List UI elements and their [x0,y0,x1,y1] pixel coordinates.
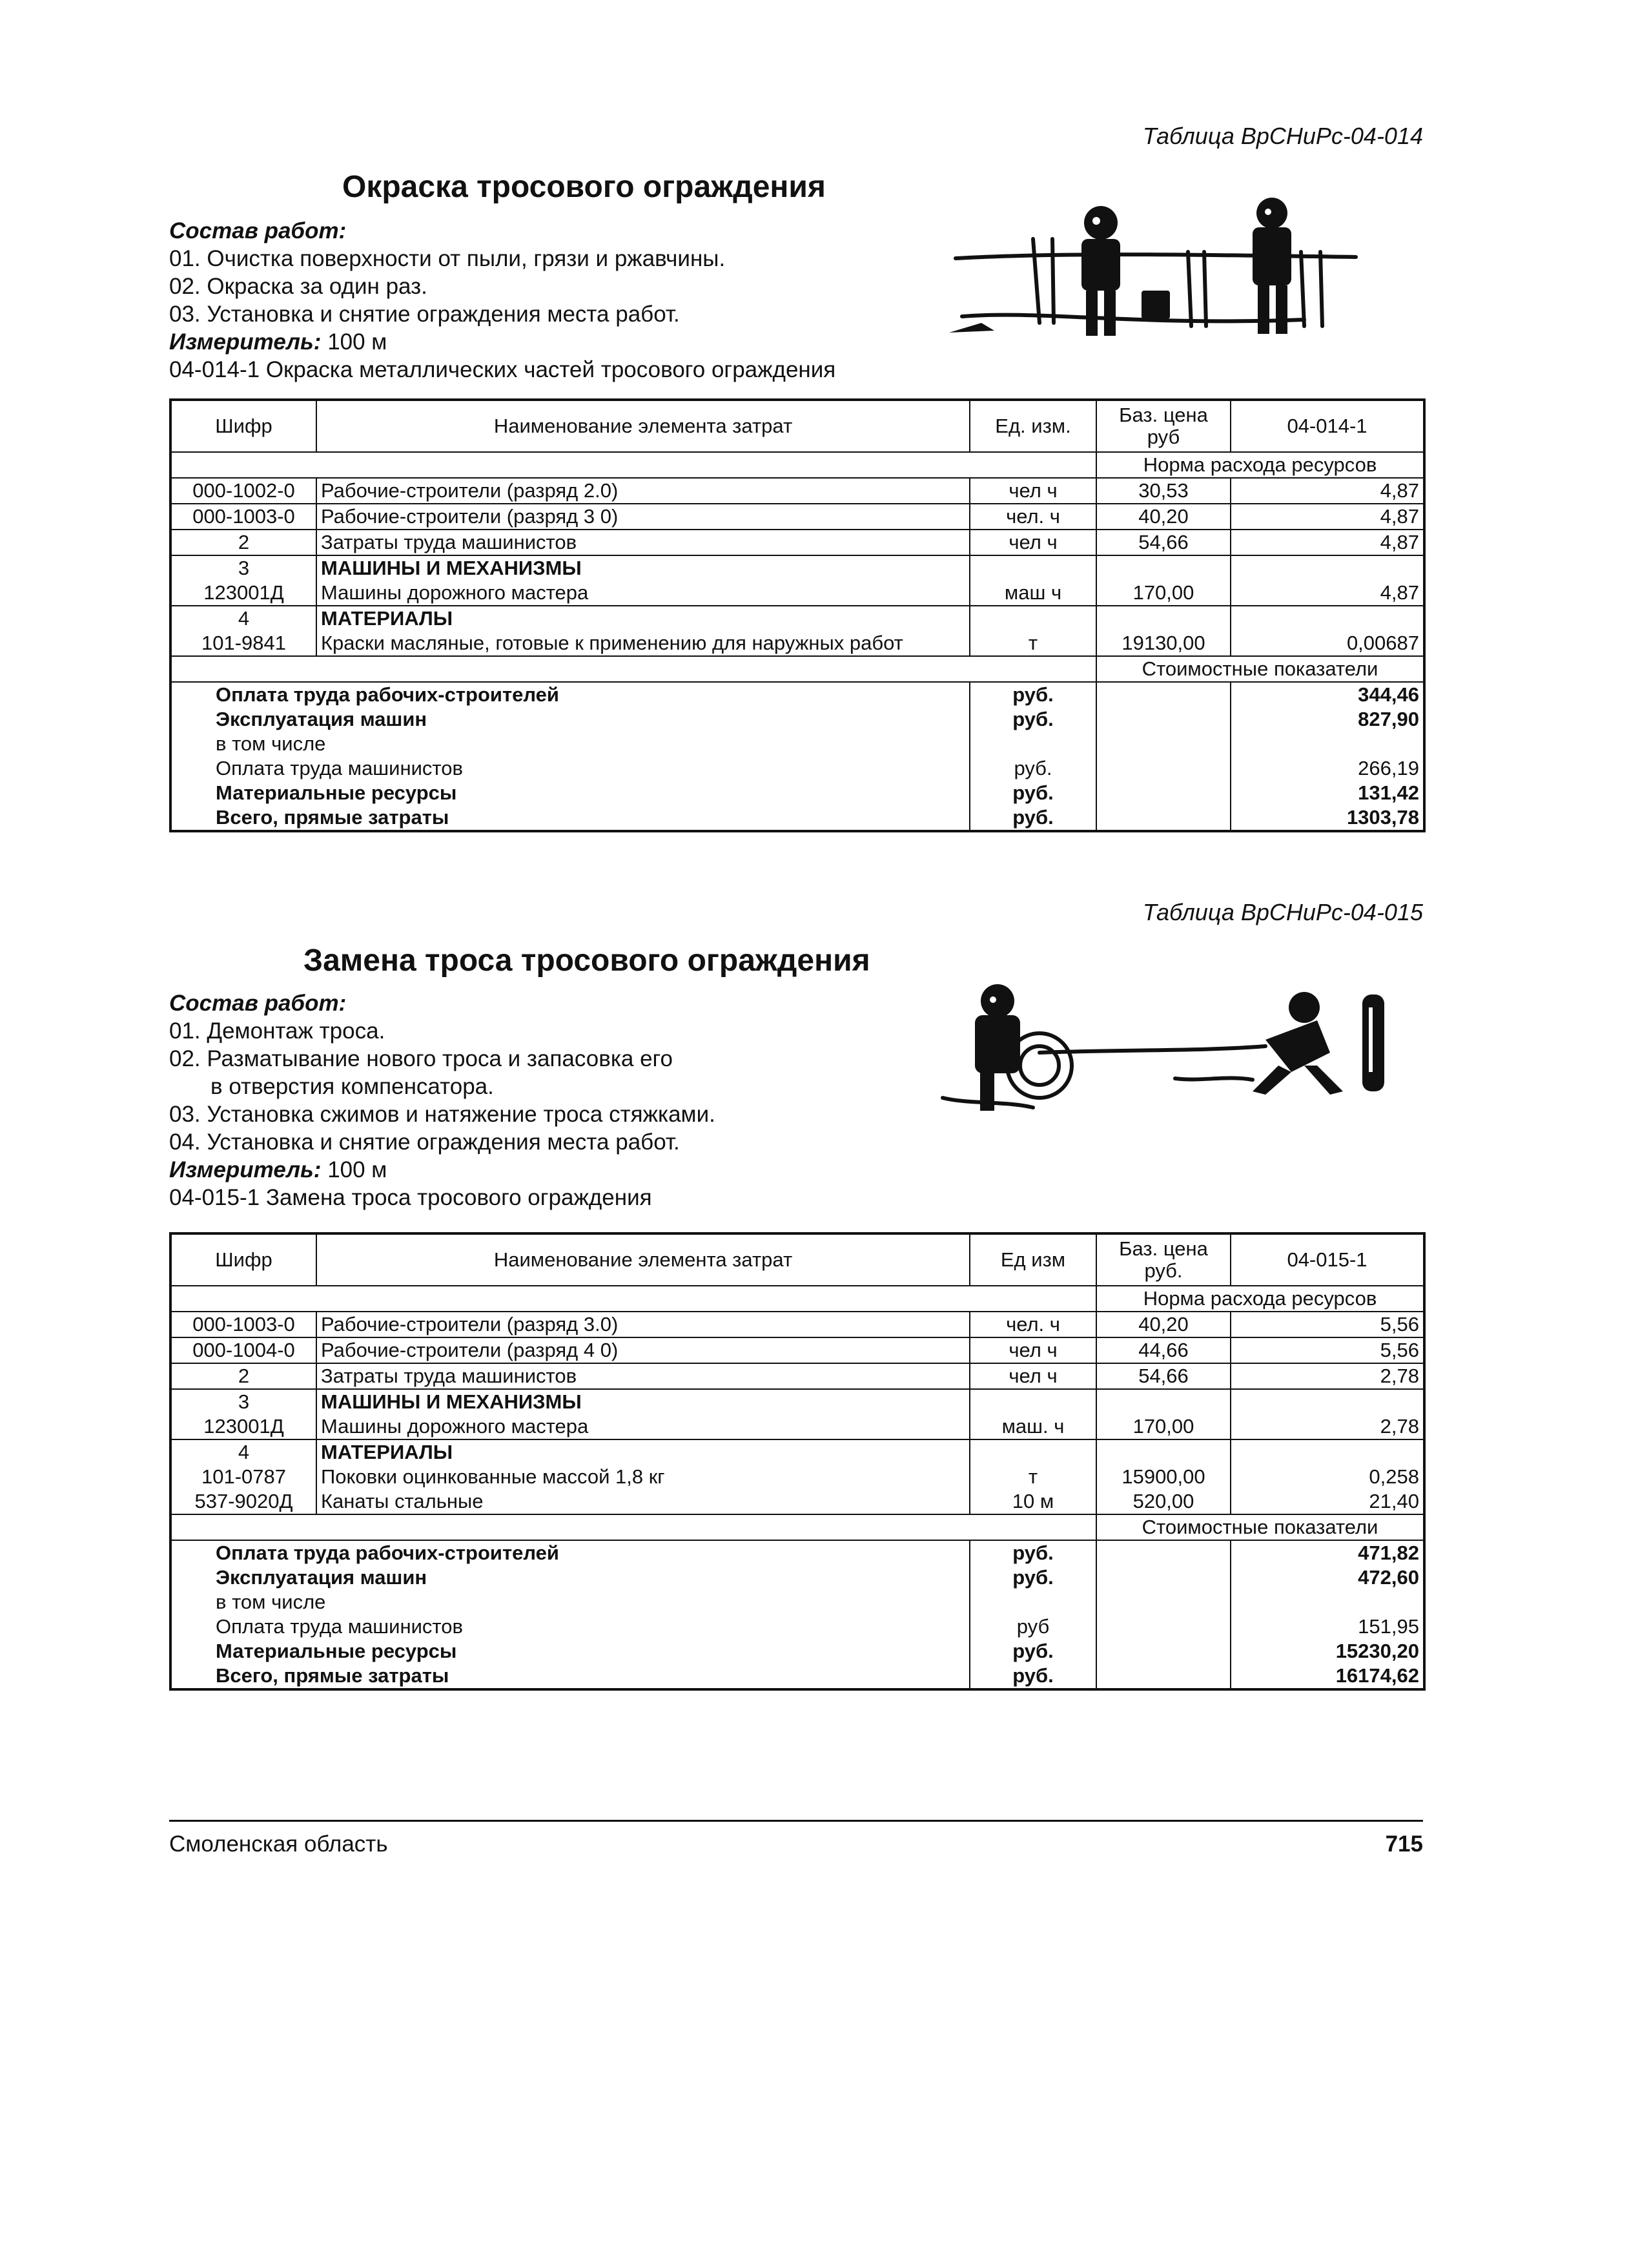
cell-value: 4,87 [1231,504,1424,530]
cell-name: Канаты стальные [316,1489,970,1514]
cell-name: МАШИНЫ И МЕХАНИЗМЫ [316,555,970,581]
table-row [170,606,1424,631]
cell-code: 4 [170,1439,316,1465]
header-code: Шифр [170,400,316,452]
cost-unit: руб. [970,1664,1096,1689]
header-name: Наименование элемента затрат [316,400,970,452]
cost-value: 827,90 [1231,707,1424,732]
cost-section-row [170,656,1424,682]
cell-name: Машины дорожного мастера [316,581,970,606]
cost-section-row [170,1514,1424,1540]
cell-price: 520,00 [1096,1489,1231,1514]
cost-name: Материальные ресурсы [170,1639,970,1664]
cost-row [170,1540,1424,1565]
cost-value: 472,60 [1231,1565,1424,1590]
cost-name: Оплата труда машинистов [170,756,970,781]
norms-table [169,1232,1426,1691]
cost-unit: руб. [970,707,1096,732]
cell-value: 4,87 [1231,581,1424,606]
cost-name: Оплата труда рабочих-строителей [170,682,970,707]
table-row [170,1439,1424,1465]
table-row [170,1363,1424,1389]
cost-row [170,1614,1424,1639]
cell-name: Затраты труда машинистов [316,1363,970,1389]
cost-name: Материальные ресурсы [170,781,970,805]
cell-unit: чел ч [970,478,1096,504]
cell-code: 000-1003-0 [170,504,316,530]
table-row [170,555,1424,581]
cost-unit: руб. [970,1639,1096,1664]
table-row [170,1389,1424,1414]
cost-row [170,1565,1424,1590]
cell-price: 170,00 [1096,581,1231,606]
cell-code: 000-1002-0 [170,478,316,504]
header-unit: Ед. изм. [970,400,1096,452]
table-header-row [170,400,1424,452]
cost-row [170,682,1424,707]
cell-name: Затраты труда машинистов [316,530,970,555]
cell-price: 40,20 [1096,1312,1231,1337]
cell-value: 4,87 [1231,530,1424,555]
table-reference: Таблица ВрСНиРс-04-014 [1142,123,1423,149]
cell-unit: чел ч [970,1363,1096,1389]
cost-value: 1303,78 [1231,805,1424,831]
cost-name: Всего, прямые затраты [170,1664,970,1689]
cell-code: 123001Д [170,581,316,606]
measure-value: 100 м [327,329,387,355]
cell-price: 54,66 [1096,530,1231,555]
work-item: 01. Очистка поверхности от пыли, грязи и ржавчины. [169,246,726,271]
cell-name: Машины дорожного мастера [316,1414,970,1439]
cost-section-header: Стоимостные показатели [1096,1514,1424,1540]
table-row [170,504,1424,530]
table-row [170,530,1424,555]
cell-unit: т [970,1465,1096,1489]
cell-name: Рабочие-строители (разряд 4 0) [316,1337,970,1363]
cell-code: 2 [170,1363,316,1389]
norm-section-header: Норма расхода ресурсов [1096,452,1424,478]
cost-name: Оплата труда машинистов [170,1614,970,1639]
cell-unit: чел ч [970,530,1096,555]
cell-code: 000-1003-0 [170,1312,316,1337]
work-item: 03. Установка и снятие ограждения места работ. [169,302,680,327]
page-number: 715 [1385,1831,1423,1857]
header-price: Баз. цена руб. [1096,1233,1231,1286]
work-item: в отверстия компенсатора. [210,1074,494,1099]
cell-value: 2,78 [1231,1363,1424,1389]
cell-code: 123001Д [170,1414,316,1439]
cost-value: 131,42 [1231,781,1424,805]
composition-label: Состав работ: [169,218,347,243]
cost-row [170,1639,1424,1664]
cell-value: 2,78 [1231,1414,1424,1439]
cell-value: 5,56 [1231,1312,1424,1337]
norm-subtitle: 04-015-1 Замена троса тросового ограждения [169,1185,652,1210]
table-row [170,1312,1424,1337]
section-title: Замена троса тросового ограждения [303,943,870,978]
cost-row [170,1664,1424,1689]
cost-row [170,756,1424,781]
cell-price: 40,20 [1096,504,1231,530]
cost-row [170,781,1424,805]
work-item: 02. Окраска за один раз. [169,274,427,299]
cell-unit: чел ч [970,1337,1096,1363]
cost-unit: руб. [970,1565,1096,1590]
table-row [170,1489,1424,1514]
cell-price: 170,00 [1096,1414,1231,1439]
header-norm-code: 04-015-1 [1231,1233,1424,1286]
header-code: Шифр [170,1233,316,1286]
footer-region: Смоленская область [169,1831,388,1857]
table-row [170,1337,1424,1363]
cell-unit: маш ч [970,581,1096,606]
cost-name: в том числе [170,732,970,756]
measure-label: Измеритель: [169,1157,322,1182]
cell-code: 2 [170,530,316,555]
cell-unit: чел. ч [970,1312,1096,1337]
measure-label: Измеритель: [169,329,322,355]
cell-price: 15900,00 [1096,1465,1231,1489]
cost-row [170,707,1424,732]
table-row [170,1414,1424,1439]
cell-code: 101-0787 [170,1465,316,1489]
work-item: 02. Разматывание нового троса и запасовка его [169,1046,673,1071]
table-row [170,631,1424,656]
header-name: Наименование элемента затрат [316,1233,970,1286]
cost-value: 151,95 [1231,1614,1424,1639]
norms-table [169,398,1426,832]
cell-name: Поковки оцинкованные массой 1,8 кг [316,1465,970,1489]
cell-code: 4 [170,606,316,631]
cell-name: Рабочие-строители (разряд 2.0) [316,478,970,504]
cost-section-header: Стоимостные показатели [1096,656,1424,682]
cell-name: МАТЕРИАЛЫ [316,1439,970,1465]
norm-section-header: Норма расхода ресурсов [1096,1286,1424,1312]
footer-divider [169,1820,1423,1822]
cost-name: Эксплуатация машин [170,1565,970,1590]
cell-unit: маш. ч [970,1414,1096,1439]
table-row [170,1465,1424,1489]
cell-code: 3 [170,1389,316,1414]
cost-value: 266,19 [1231,756,1424,781]
cost-row [170,732,1424,756]
cost-name: Оплата труда рабочих-строителей [170,1540,970,1565]
cell-code: 101-9841 [170,631,316,656]
cell-price: 19130,00 [1096,631,1231,656]
cell-unit: т [970,631,1096,656]
cost-name: в том числе [170,1590,970,1614]
norm-section-row [170,452,1424,478]
cell-name: Краски масляные, готовые к применению для наружных работ [316,631,970,656]
cell-code: 537-9020Д [170,1489,316,1514]
table-row [170,581,1424,606]
cost-unit: руб. [970,756,1096,781]
table-reference: Таблица ВрСНиРс-04-015 [1142,899,1423,925]
cost-unit: руб. [970,781,1096,805]
cell-code: 3 [170,555,316,581]
work-item: 03. Установка сжимов и натяжение троса стяжками. [169,1102,715,1127]
cost-value: 344,46 [1231,682,1424,707]
cost-value: 16174,62 [1231,1664,1424,1689]
cell-price: 30,53 [1096,478,1231,504]
section-title: Окраска тросового ограждения [342,170,826,204]
cell-price: 44,66 [1096,1337,1231,1363]
norm-section-row [170,1286,1424,1312]
cost-unit: руб. [970,1540,1096,1565]
cell-price: 54,66 [1096,1363,1231,1389]
measure-value: 100 м [327,1157,387,1182]
workers-painting-fence-illustration [943,187,1369,362]
cell-name: Рабочие-строители (разряд 3 0) [316,504,970,530]
work-composition [169,217,835,384]
measure-row [169,1156,715,1184]
header-norm-code: 04-014-1 [1231,400,1424,452]
cell-name: МАШИНЫ И МЕХАНИЗМЫ [316,1389,970,1414]
cost-unit: руб. [970,682,1096,707]
work-item: 01. Демонтаж троса. [169,1018,385,1044]
cell-value: 21,40 [1231,1489,1424,1514]
cost-value: 471,82 [1231,1540,1424,1565]
cell-value: 0,258 [1231,1465,1424,1489]
cost-name: Всего, прямые затраты [170,805,970,831]
cost-row [170,1590,1424,1614]
cost-unit: руб [970,1614,1096,1639]
cell-unit: чел. ч [970,504,1096,530]
cell-value: 5,56 [1231,1337,1424,1363]
work-item: 04. Установка и снятие ограждения места работ. [169,1129,680,1155]
header-unit: Ед изм [970,1233,1096,1286]
workers-pulling-cable-illustration [930,969,1408,1124]
cost-name: Эксплуатация машин [170,707,970,732]
cost-row [170,805,1424,831]
cell-value: 4,87 [1231,478,1424,504]
cell-unit: 10 м [970,1489,1096,1514]
composition-label: Состав работ: [169,991,347,1016]
table-header-row [170,1233,1424,1286]
work-composition [169,989,715,1211]
cell-value: 0,00687 [1231,631,1424,656]
norm-subtitle: 04-014-1 Окраска металлических частей тросового ограждения [169,357,836,382]
cell-name: Рабочие-строители (разряд 3.0) [316,1312,970,1337]
cell-code: 000-1004-0 [170,1337,316,1363]
measure-row [169,328,835,356]
cost-value: 15230,20 [1231,1639,1424,1664]
cost-unit: руб. [970,805,1096,831]
header-price: Баз. цена руб [1096,400,1231,452]
table-row [170,478,1424,504]
cell-name: МАТЕРИАЛЫ [316,606,970,631]
